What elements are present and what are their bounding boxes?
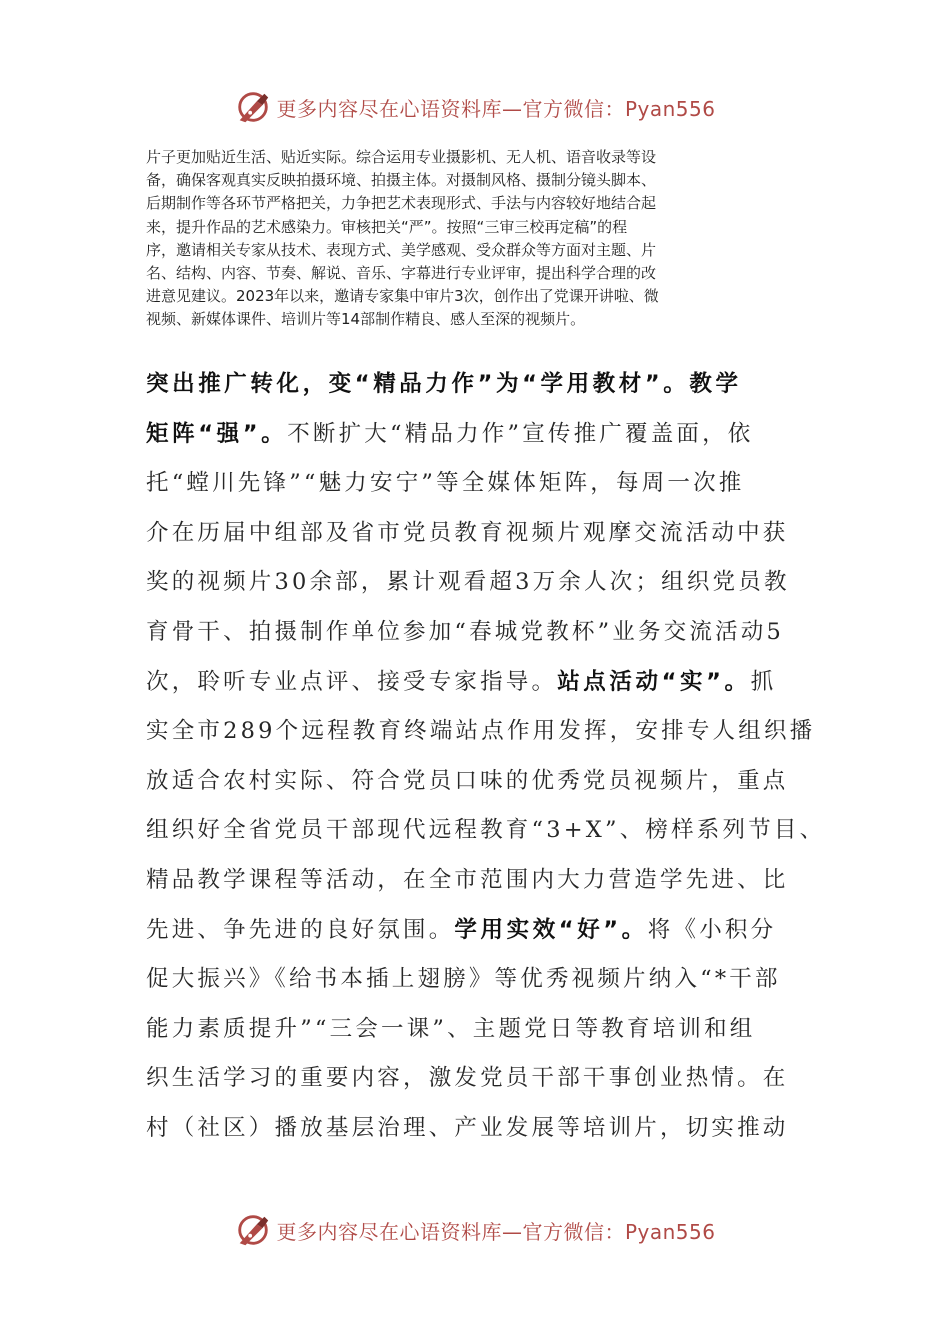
pen-nib-logo-icon bbox=[234, 88, 272, 126]
text-line: 序，邀请相关专家从技术、表现方式、美学感观、受众群众等方面对主题、片 bbox=[146, 240, 657, 259]
footer-watermark bbox=[0, 1205, 950, 1255]
text-line: 次，聆听专业点评、接受专家指导。站点活动“实”。抓 bbox=[146, 668, 777, 695]
bold-heading: 突出推广转化，变“精品力作”为“学用教材”。教学 bbox=[146, 371, 742, 397]
intro-paragraph bbox=[146, 146, 811, 332]
text-line: 织生活学习的重要内容，激发党员干部干事创业热情。在 bbox=[146, 1065, 789, 1092]
text-line: 精品教学课程等活动，在全市范围内大力营造学先进、比 bbox=[146, 866, 789, 893]
bold-heading: 学用实效“好”。 bbox=[454, 916, 648, 943]
bold-heading: 站点活动“实”。 bbox=[557, 668, 751, 695]
watermark-text: 更多内容尽在心语资料库—官方微信：Pyan556 bbox=[276, 1219, 716, 1244]
text-line: 奖的视频片30余部，累计观看超3万余人次；组织党员教 bbox=[146, 569, 790, 596]
text-line: 能力素质提升”“三会一课”、主题党日等教育培训和组 bbox=[146, 1015, 756, 1042]
text-line: 先进、争先进的良好氛围。学用实效“好”。将《小积分 bbox=[146, 916, 777, 943]
text-line: 进意见建议。2023年以来，邀请专家集中审片3次，创作出了党课开讲啦、微 bbox=[146, 287, 659, 306]
text-line: 放适合农村实际、符合党员口味的优秀党员视频片，重点 bbox=[146, 767, 789, 794]
text-line: 村（社区）播放基层治理、产业发展等培训片，切实推动 bbox=[146, 1114, 789, 1141]
text-line: 名、结构、内容、节奏、解说、音乐、字幕进行专业评审，提出科学合理的改 bbox=[146, 263, 657, 282]
text-line: 片子更加贴近生活、贴近实际。综合运用专业摄影机、无人机、语音收录等设 bbox=[146, 148, 657, 166]
text-line: 视频、新媒体课件、培训片等14部制作精良、感人至深的视频片。 bbox=[146, 310, 586, 329]
text-line: 备，确保客观真实反映拍摄环境、拍摄主体。对摄制风格、摄制分镜头脚本、 bbox=[146, 171, 657, 190]
main-paragraph bbox=[146, 360, 826, 1154]
pen-nib-logo-icon bbox=[234, 1211, 272, 1249]
text-line: 来，提升作品的艺术感染力。审核把关“严”。按照“三审三校再定稿”的程 bbox=[146, 217, 628, 236]
bold-heading: 矩阵“强”。 bbox=[146, 420, 288, 447]
text-line: 矩阵“强”。不断扩大“精品力作”宣传推广覆盖面，依 bbox=[146, 420, 754, 447]
text-line: 后期制作等各环节严格把关，力争把艺术表现形式、手法与内容较好地结合起 bbox=[146, 194, 657, 213]
header-watermark bbox=[0, 82, 950, 132]
text-line bbox=[146, 360, 826, 410]
text-line: 育骨干、拍摄制作单位参加“春城党教杯”业务交流活动5 bbox=[146, 618, 785, 645]
text-line: 实全市289个远程教育终端站点作用发挥，安排专人组织播 bbox=[146, 718, 816, 745]
text-line: 组织好全省党员干部现代远程教育“3+X”、榜样系列节目、 bbox=[146, 817, 826, 844]
text-line: 托“螳川先锋”“魅力安宁”等全媒体矩阵，每周一次推 bbox=[146, 470, 745, 497]
watermark-text: 更多内容尽在心语资料库—官方微信：Pyan556 bbox=[276, 96, 716, 121]
text-line: 介在历届中组部及省市党员教育视频片观摩交流活动中获 bbox=[146, 519, 789, 546]
text-line: 促大振兴》《给书本插上翅膀》等优秀视频片纳入“*干部 bbox=[146, 966, 781, 993]
